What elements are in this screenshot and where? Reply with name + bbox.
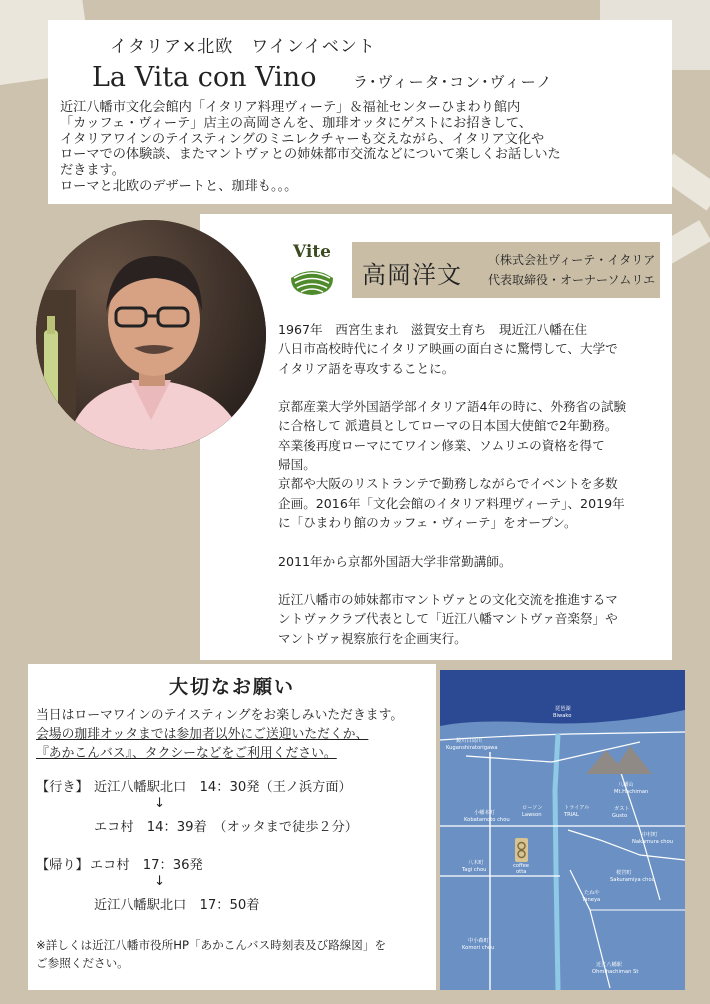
notice-line: 会場の珈琲オッタまでは参加者以外にご送迎いただくか、 — [36, 727, 369, 742]
bio-line: 近江八幡市の姉妹都市マントヴァとの文化交流を推進するマ — [278, 592, 618, 608]
notice-line: 当日はローマワインのテイスティングをお楽しみいただきます。 — [36, 708, 404, 723]
map-label-tagi-en: Tagi chou — [462, 867, 487, 873]
intro-line: ローマと北欧のデザートと、珈琲も。。。 — [60, 178, 298, 194]
bio-line: に合格して 派遣員としてローマの日本国大使館で2年勤務。 — [278, 418, 618, 434]
map-label-nakamura: 中村町 — [642, 832, 658, 838]
map-label-hachiman: 八幡山 — [618, 782, 634, 788]
back-departure: エコ村 17：36発 — [90, 858, 203, 873]
map-label-kobata-en: Kobatamoto chou — [464, 817, 510, 823]
bio-line: ントヴァクラブ代表として「近江八幡マントヴァ音楽祭」や — [278, 611, 618, 627]
intro-line: イタリアワインのテイスティングのミニレクチャーも交えながら、イタリア文化や — [60, 131, 545, 147]
logo-text: Vite — [292, 242, 332, 262]
map-label-sakurami: 桜宮町 — [616, 870, 632, 876]
bio-line: 企画。2016年「文化会館のイタリア料理ヴィーテ」、2019年 — [278, 495, 625, 511]
bio-line: に「ひまわり館のカッフェ・ヴィーテ」をオープン。 — [278, 514, 577, 530]
intro-line: 「カッフェ・ヴィーテ」店主の高岡さんを、珈琲オッタにゲストにお招きして、 — [60, 115, 532, 131]
bio-line: 帰国。 — [278, 457, 316, 473]
company-name: （株式会社ヴィーテ・イタリア — [488, 253, 656, 267]
notice-line: 『あかこんバス』、タクシーなどをご利用ください。 — [36, 746, 337, 761]
map-label-station: 近江八幡駅 — [596, 962, 622, 968]
map-label-taneya-en: Taneya — [582, 897, 601, 903]
go-arrival: エコ村 14：39着 （オッタまで徒歩２分） — [94, 820, 358, 835]
go-label: 【行き】 — [36, 780, 89, 795]
event-title: イタリア×北欧 ワインイベント — [110, 37, 376, 57]
map-label-gusto: ガスト — [614, 806, 630, 812]
person-name: 高岡洋文 — [362, 261, 462, 289]
bio-line: 京都や大阪のリストランテで勤務しながらでイベントを多数 — [278, 476, 618, 492]
map-label-hachiman-en: Mt.Hachiman — [614, 789, 649, 795]
map-label-sakurami-en: Sakuramiya chou — [610, 877, 655, 883]
notice-card — [28, 664, 436, 990]
vineyard-icon — [289, 264, 335, 296]
map-label-nakamura-en: Nakamura chou — [632, 839, 674, 845]
map-label-coffee: coffee — [513, 863, 529, 869]
map-label-lawson-en: Lawson — [522, 812, 542, 818]
intro-line: 近江八幡市文化会館内「イタリア料理ヴィーテ」＆福祉センターひまわり館内 — [60, 100, 521, 115]
bio-line — [278, 571, 668, 590]
map-label-station-en: Ohmihachiman St — [592, 969, 639, 975]
bio-line — [278, 532, 668, 551]
map-label-komori-en: Komori chou — [462, 945, 495, 951]
arrow-down: ↓ — [154, 796, 166, 811]
person-title — [488, 250, 655, 290]
back-arrival: 近江八幡駅北口 17：50着 — [94, 898, 260, 913]
map-label-taneya: たねや — [584, 890, 600, 896]
map-label-lawson: ローソン — [522, 805, 543, 811]
footnote — [36, 936, 386, 972]
profile-bio — [278, 320, 668, 648]
name-plate — [352, 242, 660, 298]
map-label-tagi: 八木町 — [468, 860, 484, 866]
map-label-trial: トライアル — [564, 805, 590, 811]
bio-line: 2011年から京都外国語大学非常勤講師。 — [278, 553, 512, 569]
access-map — [440, 670, 685, 990]
portrait-photo — [36, 220, 266, 450]
footnote-line: ご参照ください。 — [36, 956, 129, 970]
map-label-kobata: 小幡本町 — [474, 810, 495, 816]
event-name: La Vita con Vino — [92, 62, 317, 93]
map-label-kugan-en: Kuganshiratorigawa — [446, 745, 498, 751]
back-label: 【帰り】 — [36, 858, 89, 873]
map-label-komori: 中小森町 — [468, 938, 489, 944]
intro-line: だきます。 — [60, 163, 125, 179]
bio-line: 卒業後再度ローマにてワイン修業、ソムリエの資格を得て — [278, 437, 605, 453]
vite-logo — [285, 242, 339, 298]
profile-card — [200, 214, 672, 660]
footnote-line: ※詳しくは近江八幡市役所HP「あかこんバス時刻表及び路線図」を — [36, 938, 387, 952]
bio-line: 1967年 西宮生まれ 滋賀安土育ち 現近江八幡在住 — [278, 322, 588, 337]
bio-line — [278, 378, 668, 397]
map-label-lake: 琵琶湖 — [555, 706, 571, 712]
event-intro — [60, 100, 670, 195]
bio-line: イタリア語を専攻することに。 — [278, 360, 455, 376]
event-intro-card — [48, 20, 672, 204]
map-label-kugan: 鏡川白鳥川 — [456, 738, 482, 744]
go-departure: 近江八幡駅北口 14：30発（王ノ浜方面） — [94, 780, 352, 795]
intro-line: ローマでの体験談、またマントヴァとの姉妹都市交流などについて楽しくお話しいた — [60, 147, 561, 163]
bio-line: 京都産業大学外国語学部イタリア語4年の時に、外務省の試験 — [278, 399, 627, 415]
map-label-otta: otta — [516, 869, 527, 875]
map-label-trial-en: TRIAL — [564, 812, 579, 818]
person-role: 代表取締役・オーナーソムリエ — [488, 273, 656, 287]
map-label-gusto-en: Gusto — [612, 813, 628, 819]
map-label-lake-en: Biwako — [553, 713, 572, 719]
arrow-down: ↓ — [154, 874, 166, 889]
event-name-kana: ラ･ヴィータ･コン･ヴィーノ — [353, 73, 553, 91]
notice-heading: 大切なお願い — [168, 676, 295, 698]
bio-line: 八日市高校時代にイタリア映画の面白さに驚愕して、大学で — [278, 341, 618, 357]
bio-line: マントヴァ視察旅行を企画実行。 — [278, 630, 467, 646]
